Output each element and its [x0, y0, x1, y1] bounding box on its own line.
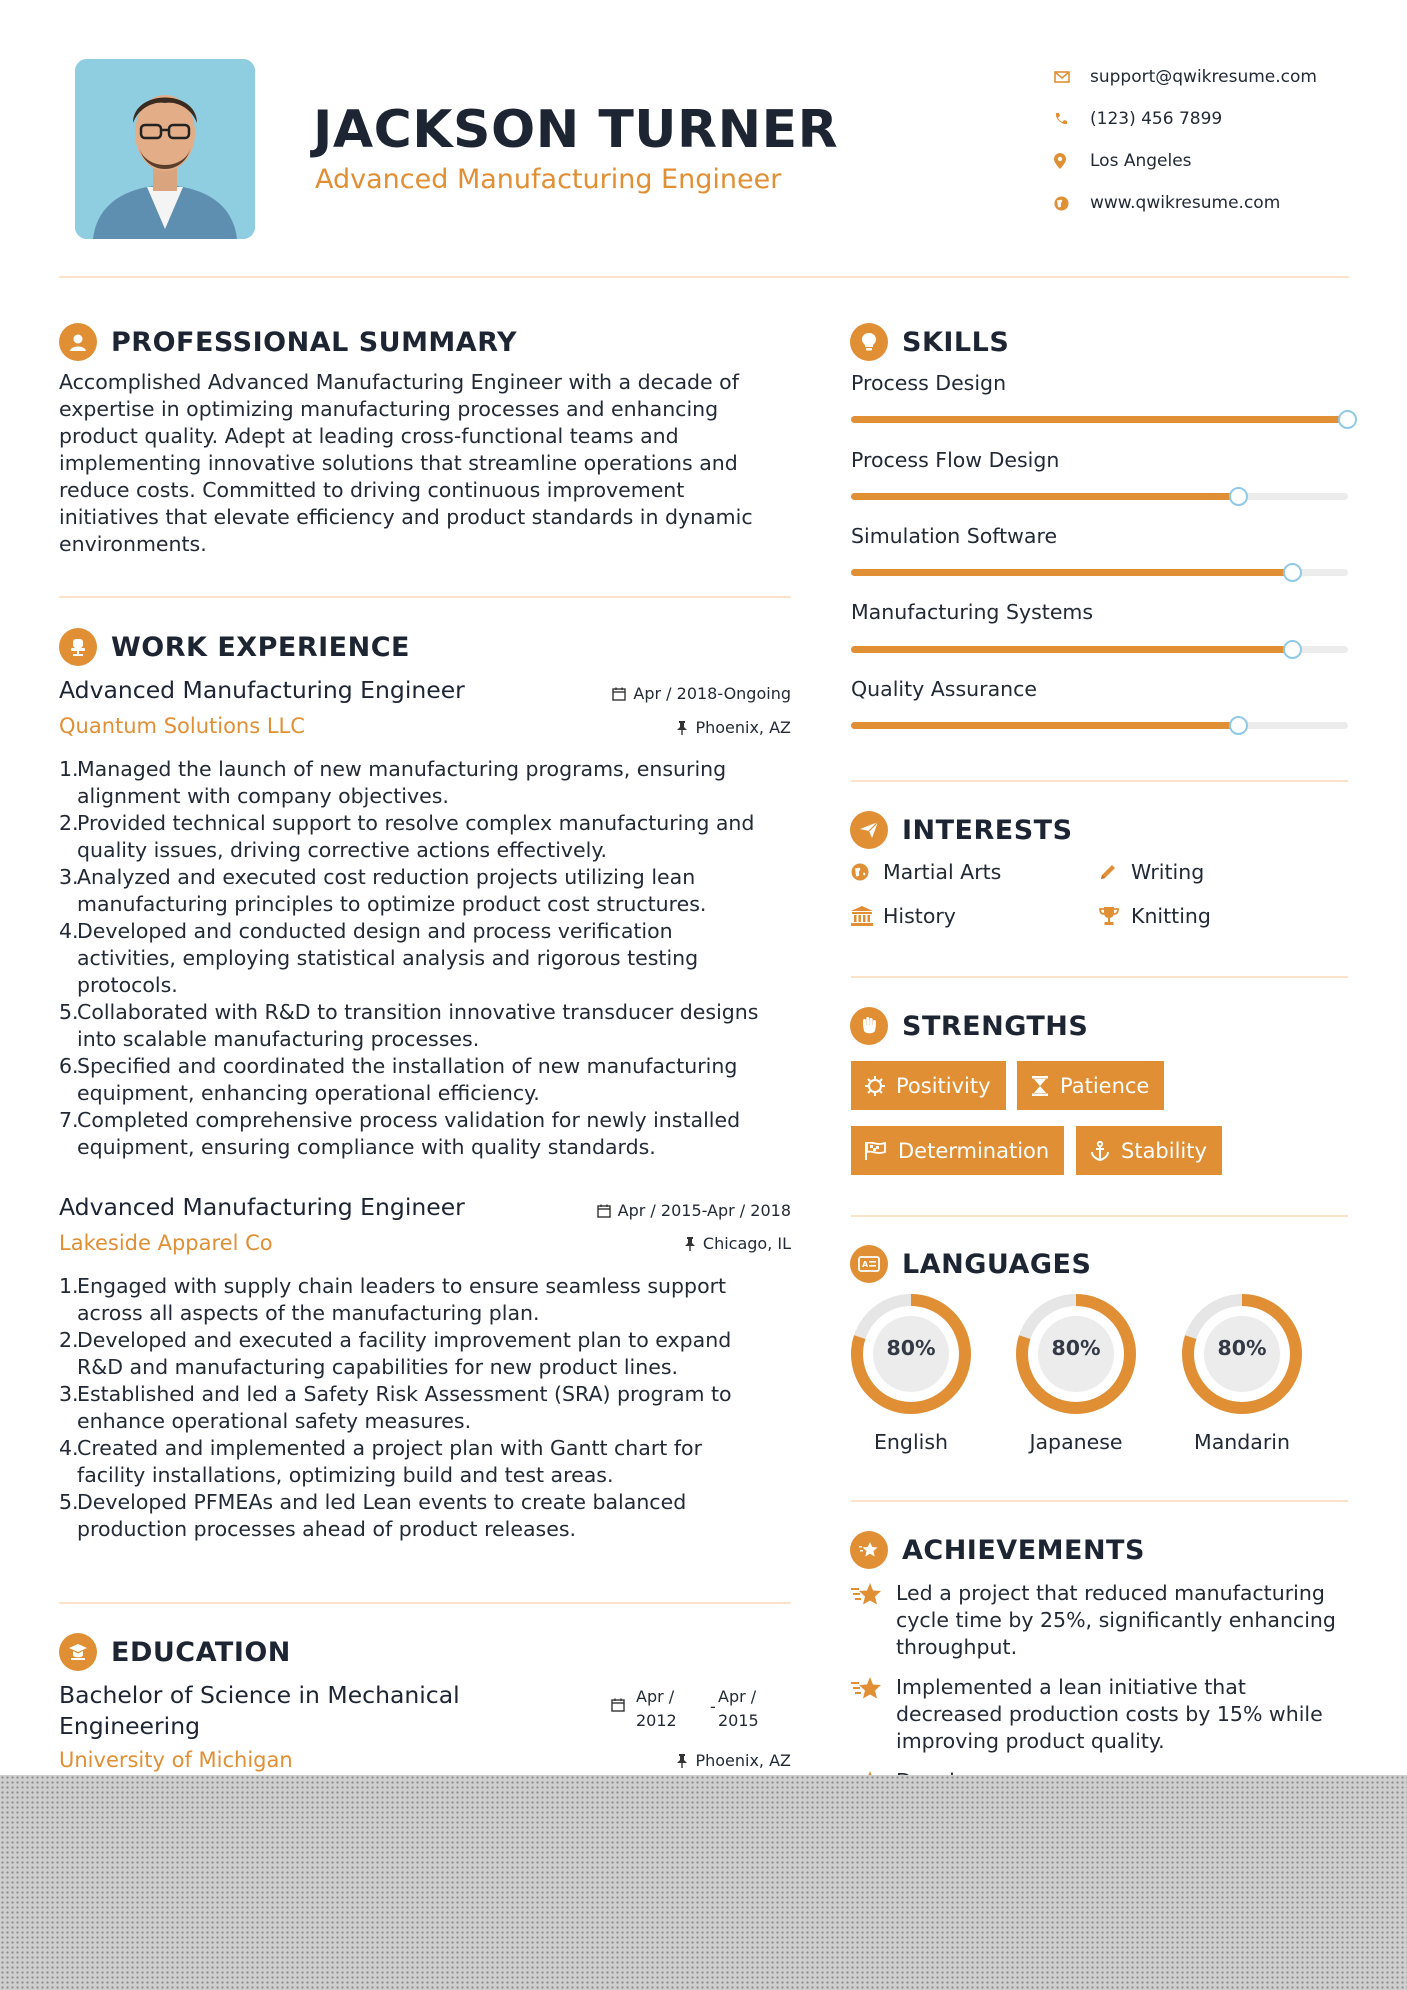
list-item: 2. Developed and executed a facility improvement plan to expand R&D and manufacturing capabilities for new product lines. [59, 1328, 732, 1379]
id-card-icon [850, 1245, 888, 1283]
experience-section-header [59, 628, 410, 666]
skill-bar [851, 493, 1348, 500]
education-location [560, 1751, 791, 1770]
list-item: 5. Developed PFMEAs and led Lean events to create balanced production processes ahead of product releases. [59, 1490, 687, 1541]
job-duties-list [59, 1273, 799, 1543]
envelope-icon [1054, 71, 1090, 83]
job-location-text: Chicago, IL [702, 1234, 791, 1253]
degree-title [59, 1680, 460, 1742]
map-pin-icon [1054, 153, 1090, 169]
education-start-date: Apr / 2012 [636, 1687, 677, 1730]
job-date [560, 1201, 791, 1220]
job-location [560, 1234, 791, 1253]
summary-section-header [59, 323, 517, 361]
globe-icon [1054, 196, 1090, 211]
skill-bar-fill [851, 569, 1293, 576]
skill-label: Process Flow Design [851, 448, 1060, 472]
list-item: 7. Completed comprehensive process validation for newly installed equipment, ensuring compliance with quality standards. [59, 1108, 741, 1159]
calendar-icon [597, 1204, 611, 1218]
date-separator: - [710, 1697, 716, 1716]
pushpin-icon [676, 1754, 688, 1768]
strength-label: Stability [1121, 1138, 1207, 1163]
skill-bar [851, 569, 1348, 576]
job-title: Advanced Manufacturing Engineer [59, 1193, 465, 1221]
list-item: 4. Created and implemented a project plan with Gantt chart for facility installations, optimizing build and test areas. [59, 1436, 703, 1487]
job-date-text: Apr / 2015-Apr / 2018 [617, 1201, 791, 1220]
calendar-icon [612, 687, 626, 701]
summary-heading: PROFESSIONAL SUMMARY [111, 326, 518, 358]
summary-line: implementing innovative solutions that streamline operations and [59, 451, 738, 475]
interest-label: Writing [1131, 860, 1205, 884]
paper-plane-icon [850, 811, 888, 849]
raised-fist-icon [850, 1007, 888, 1045]
interest-item [851, 904, 956, 928]
trophy-icon [1099, 906, 1131, 926]
svg-text:A: A [862, 1260, 869, 1269]
summary-line: Accomplished Advanced Manufacturing Engineer with a decade of [59, 370, 739, 394]
contact-location [1054, 140, 1317, 182]
education-heading: EDUCATION [111, 1636, 291, 1668]
skills-heading: SKILLS [902, 326, 1010, 358]
summary-divider [59, 596, 791, 598]
strength-badge [851, 1061, 1006, 1110]
contact-phone[interactable] [1054, 98, 1317, 140]
skill-label: Process Design [851, 371, 1007, 395]
job-date [560, 684, 791, 703]
phone-text[interactable]: (123) 456 7899 [1090, 109, 1223, 129]
strength-label: Determination [898, 1138, 1050, 1163]
chair-icon [59, 628, 97, 666]
language-percent: 80% [1051, 1336, 1101, 1360]
interest-label: History [883, 904, 956, 928]
profile-photo [75, 59, 255, 239]
star-icon [851, 1580, 896, 1661]
skill-label: Manufacturing Systems [851, 600, 1094, 624]
experience-divider [59, 1602, 791, 1604]
company-name: Quantum Solutions LLC [59, 714, 305, 738]
interest-item [1099, 860, 1204, 884]
languages-section-header [850, 1245, 1091, 1283]
job-location-text: Phoenix, AZ [695, 718, 791, 737]
achievement-item: Implemented a lean initiative that decreased production costs by 15% while improving product quality. [851, 1674, 1351, 1755]
skill-bar [851, 722, 1348, 729]
degree-line: Engineering [59, 1712, 200, 1740]
languages-heading: LANGUAGES [902, 1248, 1092, 1280]
graduate-icon [59, 1633, 97, 1671]
skills-section-header [850, 323, 1009, 361]
interests-heading: INTERESTS [902, 814, 1073, 846]
list-item: 1. Engaged with supply chain leaders to ensure seamless support across all aspects of the manufacturing plan. [59, 1274, 727, 1325]
star-icon [851, 1674, 896, 1755]
skill-bar-knob[interactable] [1338, 410, 1357, 429]
email-text[interactable]: support@qwikresume.com [1090, 67, 1317, 87]
museum-icon [851, 906, 883, 926]
flag-icon [865, 1142, 887, 1160]
pushpin-icon [684, 1237, 696, 1251]
hourglass-icon [1031, 1076, 1049, 1096]
pencil-icon [1099, 863, 1131, 881]
website-text[interactable]: www.qwikresume.com [1090, 193, 1281, 213]
summary-text [59, 369, 799, 558]
company-name: Lakeside Apparel Co [59, 1231, 273, 1255]
achievements-section-header [850, 1531, 1145, 1569]
list-item: 1. Managed the launch of new manufacturing programs, ensuring alignment with company objectives. [59, 757, 727, 808]
phone-icon [1054, 112, 1090, 126]
job-date-text: Apr / 2018-Ongoing [633, 684, 791, 703]
strengths-divider [851, 1215, 1348, 1217]
strength-label: Patience [1060, 1073, 1150, 1098]
skill-bar [851, 646, 1348, 653]
strengths-heading: STRENGTHS [902, 1010, 1089, 1042]
candidate-title: Advanced Manufacturing Engineer [315, 164, 782, 195]
job-location [560, 718, 791, 737]
skill-bar-fill [851, 416, 1348, 423]
interests-divider [851, 976, 1348, 978]
list-item: 4. Developed and conducted design and process verification activities, employing statistical analysis and rigorous testing protocols. [59, 919, 699, 997]
summary-line: reduce costs. Committed to driving continuous improvement [59, 478, 685, 502]
interest-label: Martial Arts [883, 860, 1002, 884]
candidate-name: JACKSON TURNER [313, 100, 839, 160]
skill-bar-fill [851, 646, 1293, 653]
interests-section-header [850, 811, 1073, 849]
contact-info [1054, 56, 1317, 224]
summary-line: initiatives that elevate efficiency and product standards in dynamic [59, 505, 753, 529]
degree-line: Bachelor of Science in Mechanical [59, 1681, 460, 1709]
strengths-section-header [850, 1007, 1088, 1045]
skill-bar-knob[interactable] [1283, 563, 1302, 582]
obscured-region [0, 1775, 1407, 1990]
language-percent: 80% [886, 1336, 936, 1360]
job-title: Advanced Manufacturing Engineer [59, 676, 465, 704]
language-item [849, 1292, 973, 1454]
strength-badge [1017, 1061, 1164, 1110]
language-item [1180, 1292, 1304, 1454]
list-item: 3. Analyzed and executed cost reduction projects utilizing lean manufacturing principles to optimize product cost structures. [59, 865, 707, 916]
achievement-item: Led a project that reduced manufacturing cycle time by 25%, significantly enhancing throughput. [851, 1580, 1351, 1661]
skills-divider [851, 780, 1348, 782]
calendar-icon [611, 1697, 625, 1716]
skill-label: Quality Assurance [851, 677, 1038, 701]
languages-divider [851, 1500, 1348, 1502]
skill-label: Simulation Software [851, 524, 1058, 548]
interest-item [851, 860, 1001, 884]
education-section-header [59, 1633, 291, 1671]
school-name: University of Michigan [59, 1748, 293, 1772]
strength-label: Positivity [896, 1073, 991, 1098]
summary-line: environments. [59, 532, 207, 556]
globe-icon [851, 863, 883, 881]
education-location-text: Phoenix, AZ [695, 1751, 791, 1770]
achievements-heading: ACHIEVEMENTS [902, 1534, 1145, 1566]
anchor-icon [1090, 1141, 1110, 1161]
contact-email[interactable] [1054, 56, 1317, 98]
lightbulb-icon [850, 323, 888, 361]
skill-bar [851, 416, 1348, 423]
list-item: 6. Specified and coordinated the installation of new manufacturing equipment, enhancing operational efficiency. [59, 1054, 738, 1105]
interest-item [1099, 904, 1211, 928]
skill-bar-knob[interactable] [1283, 640, 1302, 659]
contact-website[interactable] [1054, 182, 1317, 224]
language-item [1014, 1292, 1138, 1454]
sun-icon [865, 1076, 885, 1096]
job-duties-list [59, 756, 799, 1161]
summary-line: product quality. Adept at leading cross-functional teams and [59, 424, 679, 448]
skill-bar-knob[interactable] [1229, 716, 1248, 735]
user-icon [59, 323, 97, 361]
experience-heading: WORK EXPERIENCE [111, 631, 410, 663]
header-divider [59, 276, 1349, 278]
interest-label: Knitting [1131, 904, 1211, 928]
education-end-date: Apr / 2015 [718, 1687, 759, 1730]
list-item: 2. Provided technical support to resolve complex manufacturing and quality issues, driving corrective actions effectively. [59, 811, 755, 862]
language-name: Mandarin [1194, 1430, 1290, 1454]
pushpin-icon [676, 721, 688, 735]
summary-line: expertise in optimizing manufacturing processes and enhancing [59, 397, 719, 421]
list-item: 3. Established and led a Safety Risk Assessment (SRA) program to enhance operational safety measures. [59, 1382, 732, 1433]
location-text: Los Angeles [1090, 151, 1192, 171]
language-name: English [873, 1430, 949, 1454]
star-badge-icon [850, 1531, 888, 1569]
list-item: 5. Collaborated with R&D to transition innovative transducer designs into scalable manufacturing processes. [59, 1000, 759, 1051]
strength-badge [851, 1126, 1064, 1175]
language-name: Japanese [1029, 1430, 1123, 1454]
skill-bar-fill [851, 493, 1239, 500]
skill-bar-knob[interactable] [1229, 487, 1248, 506]
skill-bar-fill [851, 722, 1239, 729]
language-percent: 80% [1217, 1336, 1267, 1360]
strength-badge [1076, 1126, 1222, 1175]
